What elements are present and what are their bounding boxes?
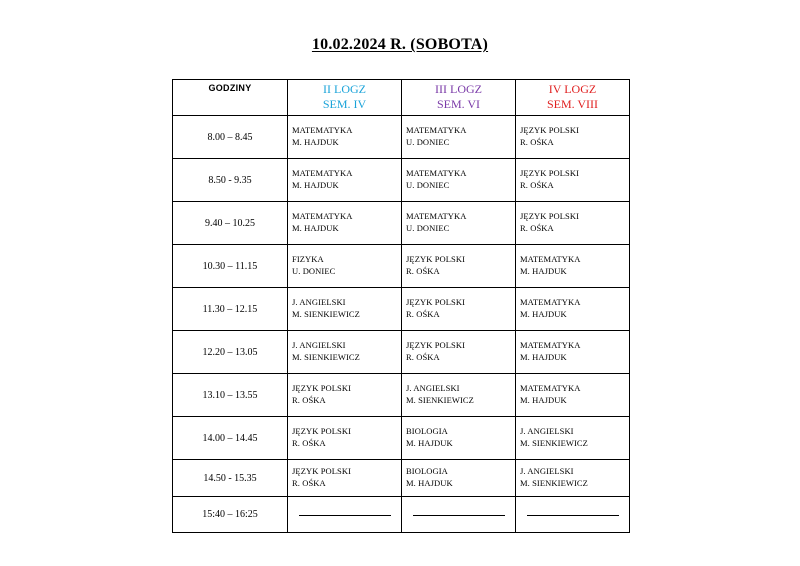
time-slot: 10.30 – 11.15 [173,245,288,288]
table-row [173,202,630,245]
group-header-ii-logz [288,80,402,116]
teacher-name: R. OŚKA [520,180,554,190]
teacher-name: R. OŚKA [292,478,326,488]
teacher-name: M. HAJDUK [406,438,453,448]
time-slot: 14.00 – 14.45 [173,417,288,460]
class-cell [516,374,630,417]
subject-name: JĘZYK POLSKI [406,297,466,307]
subject-name: JĘZYK POLSKI [406,254,466,264]
subject-name: JĘZYK POLSKI [292,466,352,476]
table-row [173,460,630,497]
group-header-iv-logz [516,80,630,116]
empty-slot [516,497,630,533]
page-title: 10.02.2024 R. (SOBOTA) [311,36,489,53]
subject-name: J. ANGIELSKI [292,297,346,307]
empty-slot [402,497,516,533]
teacher-name: M. SIENKIEWICZ [292,309,360,319]
group-semester: SEM. VIII [546,97,599,111]
subject-name: MATEMATYKA [292,168,353,178]
class-cell [516,417,630,460]
table-row [173,417,630,460]
teacher-name: R. OŚKA [406,352,440,362]
group-name: IV LOGZ [548,82,597,96]
subject-name: JĘZYK POLSKI [292,426,352,436]
subject-name: JĘZYK POLSKI [520,211,580,221]
class-cell [288,245,402,288]
table-row [173,288,630,331]
teacher-name: M. HAJDUK [520,395,567,405]
teacher-name: M. HAJDUK [292,223,339,233]
class-cell [402,245,516,288]
class-cell [516,202,630,245]
subject-name: JĘZYK POLSKI [520,125,580,135]
group-name: III LOGZ [435,82,482,96]
class-cell [288,159,402,202]
group-semester: SEM. VI [436,97,481,111]
teacher-name: U. DONIEC [406,180,450,190]
teacher-name: R. OŚKA [406,309,440,319]
subject-name: MATEMATYKA [406,168,467,178]
table-row [173,497,630,533]
teacher-name: M. HAJDUK [292,137,339,147]
teacher-name: M. HAJDUK [406,478,453,488]
teacher-name: M. HAJDUK [520,309,567,319]
class-cell [516,245,630,288]
class-cell [402,288,516,331]
subject-name: MATEMATYKA [292,211,353,221]
subject-name: FIZYKA [292,254,324,264]
class-cell [516,116,630,159]
subject-name: JĘZYK POLSKI [520,168,580,178]
table-row [173,159,630,202]
subject-name: BIOLOGIA [406,466,448,476]
teacher-name: M. HAJDUK [520,266,567,276]
teacher-name: M. HAJDUK [292,180,339,190]
subject-name: MATEMATYKA [520,297,581,307]
time-slot: 8.50 - 9.35 [173,159,288,202]
class-cell [288,202,402,245]
teacher-name: R. OŚKA [520,137,554,147]
subject-name: JĘZYK POLSKI [406,340,466,350]
table-row [173,374,630,417]
class-cell [288,116,402,159]
teacher-name: R. OŚKA [406,266,440,276]
subject-name: MATEMATYKA [292,125,353,135]
time-slot: 14.50 - 15.35 [173,460,288,497]
subject-name: MATEMATYKA [520,383,581,393]
class-cell [288,288,402,331]
subject-name: MATEMATYKA [520,254,581,264]
class-cell [402,159,516,202]
header-row [173,80,630,116]
group-name: II LOGZ [323,82,366,96]
teacher-name: M. SIENKIEWICZ [520,478,588,488]
class-cell [402,417,516,460]
time-slot: 15:40 – 16:25 [173,497,288,533]
teacher-name: M. HAJDUK [520,352,567,362]
time-slot: 11.30 – 12.15 [173,288,288,331]
schedule-table [172,79,630,533]
group-semester: SEM. IV [322,97,367,111]
empty-slot-line [299,515,391,516]
subject-name: J. ANGIELSKI [520,466,574,476]
class-cell [402,331,516,374]
class-cell [288,417,402,460]
empty-slot [288,497,402,533]
class-cell [402,116,516,159]
subject-name: BIOLOGIA [406,426,448,436]
hours-column-header: GODZINY [173,80,288,116]
teacher-name: M. SIENKIEWICZ [406,395,474,405]
table-row [173,116,630,159]
time-slot: 9.40 – 10.25 [173,202,288,245]
teacher-name: M. SIENKIEWICZ [292,352,360,362]
teacher-name: R. OŚKA [520,223,554,233]
teacher-name: R. OŚKA [292,438,326,448]
class-cell [402,374,516,417]
subject-name: MATEMATYKA [406,211,467,221]
class-cell [516,331,630,374]
class-cell [402,202,516,245]
empty-slot-line [413,515,505,516]
subject-name: J. ANGIELSKI [292,340,346,350]
class-cell [516,460,630,497]
time-slot: 8.00 – 8.45 [173,116,288,159]
teacher-name: U. DONIEC [406,223,450,233]
teacher-name: M. SIENKIEWICZ [520,438,588,448]
class-cell [288,331,402,374]
subject-name: J. ANGIELSKI [520,426,574,436]
subject-name: MATEMATYKA [520,340,581,350]
table-row [173,245,630,288]
subject-name: JĘZYK POLSKI [292,383,352,393]
class-cell [402,460,516,497]
teacher-name: U. DONIEC [406,137,450,147]
class-cell [516,288,630,331]
class-cell [288,460,402,497]
class-cell [516,159,630,202]
time-slot: 12.20 – 13.05 [173,331,288,374]
subject-name: J. ANGIELSKI [406,383,460,393]
subject-name: MATEMATYKA [406,125,467,135]
time-slot: 13.10 – 13.55 [173,374,288,417]
teacher-name: R. OŚKA [292,395,326,405]
table-row [173,331,630,374]
empty-slot-line [527,515,619,516]
class-cell [288,374,402,417]
group-header-iii-logz [402,80,516,116]
teacher-name: U. DONIEC [292,266,336,276]
